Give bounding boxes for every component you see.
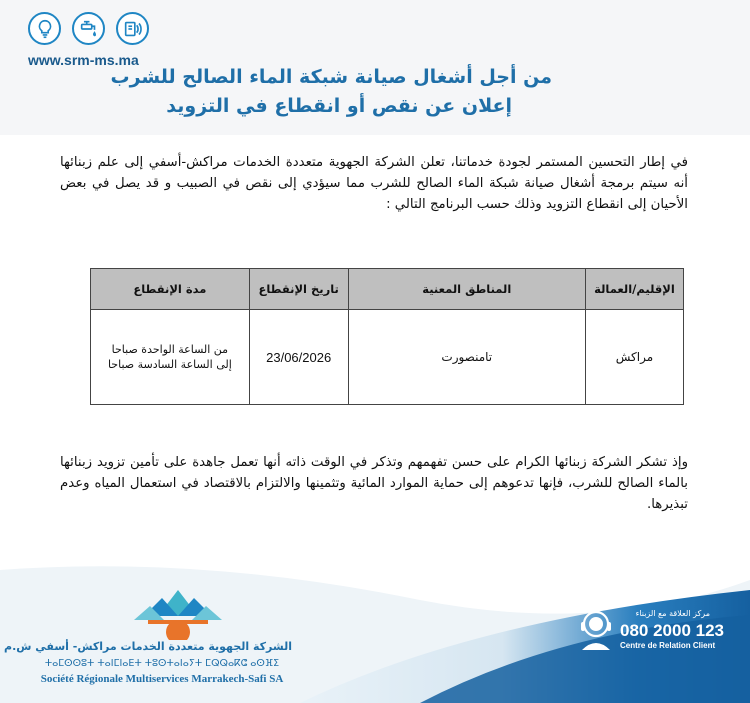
customer-service-icon: [576, 606, 616, 654]
service-icons: [28, 12, 149, 45]
cell-date: 23/06/2026: [249, 310, 348, 405]
intro-paragraph: في إطار التحسين المستمر لجودة خدماتنا، تعلن الشركة الجهوية متعددة الخدمات مراكش-أسفي إلى علم زبنائها أنه سيتم برمجة أشغال صيانة شبكة الماء الصالح للشرب مما سيؤدي إلى نقص في الصبيب و قد يصل في بعض الأحيان إلى انقطاع التزويد وذلك حسب البرنامج التالي :: [60, 155, 688, 212]
header-province: الإقليم/العمالة: [585, 269, 683, 310]
table-header-row: [91, 269, 684, 310]
relation-center-arabic: مركز العلاقة مع الزبناء: [635, 609, 710, 618]
website-url[interactable]: www.srm-ms.ma: [28, 52, 139, 68]
relation-center-phone[interactable]: 080 2000 123: [620, 621, 724, 640]
table-row: [91, 310, 684, 405]
company-name-french: Société Régionale Multiservices Marrakech-Safi SA: [40, 673, 284, 685]
company-name-arabic: الشركة الجهوية متعددة الخدمات مراكش- أسفي ش.م: [4, 640, 292, 653]
cell-duration: من الساعة الواحدة صباحا إلى الساعة السادسة صباحا: [91, 310, 250, 405]
header-date: تاريخ الإنقطاع: [249, 269, 348, 310]
closing-paragraph: وإذ تشكر الشركة زبنائها الكرام على حسن تفهمهم وتذكر في الوقت ذاته أنها تعمل جاهدة على تأمين تزويد زبنائها بالماء الصالح للشرب، فإنها تدعوهم إلى حماية الموارد المائية وتثمينها والالتزام بالاقتصاد في استعمال المياه وعدم تبذيرها.: [60, 455, 688, 512]
sanitation-icon[interactable]: [116, 12, 149, 45]
company-logo: [128, 576, 228, 640]
cell-areas: تامنصورت: [348, 310, 585, 405]
outage-schedule-table: [90, 268, 684, 405]
header-areas: المناطق المعنية: [348, 269, 585, 310]
page-subtitle: إعلان عن نقص أو انقطاع في التزويد: [166, 95, 512, 117]
lightbulb-icon[interactable]: [28, 12, 61, 45]
header-duration: مدة الإنقطاع: [91, 269, 250, 310]
water-tap-icon[interactable]: [72, 12, 105, 45]
cell-province: مراكش: [585, 310, 683, 405]
page-title: من أجل أشغال صيانة شبكة الماء الصالح للشرب: [110, 66, 552, 88]
company-name-tifinagh: ⵜⴰⵎⵙⵙⵓⵜ ⵜⴰⵏⵎⵏⴰⴹⵜ ⵜⵓⵙⵜⴰⵏⴰⵢⵜ ⵎⵕⵕⴰⴽⵛ ⴰⵙⴼⵉ: [44, 658, 280, 669]
relation-center-french: Centre de Relation Client: [620, 641, 716, 650]
